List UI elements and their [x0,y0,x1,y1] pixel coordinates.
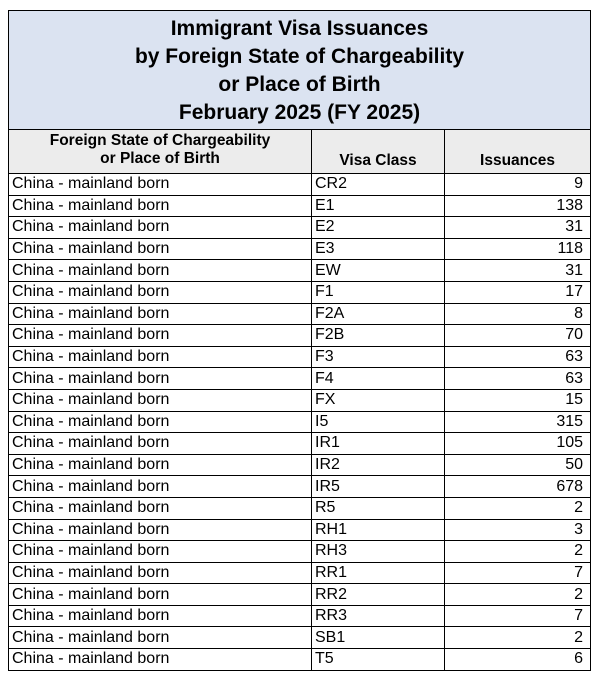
issuances-cell: 315 [445,411,591,433]
table-row [9,346,591,368]
visa-class-cell: F1 [312,281,445,303]
issuances-cell: 63 [445,346,591,368]
visa-class-cell: SB1 [312,627,445,649]
visa-class-cell: EW [312,260,445,282]
table-row [9,541,591,563]
spreadsheet [8,10,590,671]
title-line-2: by Foreign State of Chargeability [134,45,465,68]
issuances-cell: 17 [445,281,591,303]
visa-class-cell: F2A [312,303,445,325]
issuances-cell: 63 [445,368,591,390]
table-row [9,325,591,347]
visa-class-cell: F3 [312,346,445,368]
state-cell: China - mainland born [9,433,312,455]
issuances-cell: 2 [445,497,591,519]
visa-class-cell: RH3 [312,541,445,563]
issuances-cell: 138 [445,195,591,217]
table-row [9,562,591,584]
visa-class-cell: RR2 [312,584,445,606]
state-cell: China - mainland born [9,497,312,519]
table-row [9,433,591,455]
state-cell: China - mainland born [9,519,312,541]
table-row [9,627,591,649]
state-cell: China - mainland born [9,303,312,325]
table-row [9,195,591,217]
state-cell: China - mainland born [9,325,312,347]
title-line-1: Immigrant Visa Issuances [170,17,429,40]
title-line-4: February 2025 (FY 2025) [178,101,421,124]
table-row [9,260,591,282]
visa-class-cell: RR1 [312,562,445,584]
state-cell: China - mainland born [9,541,312,563]
issuances-cell: 6 [445,649,591,671]
issuances-cell: 2 [445,627,591,649]
state-cell: China - mainland born [9,411,312,433]
issuances-cell: 8 [445,303,591,325]
issuances-cell: 7 [445,605,591,627]
issuances-cell: 3 [445,519,591,541]
state-cell: China - mainland born [9,454,312,476]
visa-class-cell: E2 [312,217,445,239]
visa-class-cell: E3 [312,238,445,260]
table-row [9,454,591,476]
issuances-cell: 105 [445,433,591,455]
issuances-cell: 9 [445,174,591,196]
issuances-cell: 31 [445,217,591,239]
table-row [9,281,591,303]
issuances-cell: 678 [445,476,591,498]
visa-class-cell: IR5 [312,476,445,498]
table-row [9,476,591,498]
visa-issuance-table [8,10,591,671]
table-body [9,174,591,671]
table-row [9,497,591,519]
title-header [9,11,591,130]
visa-class-cell: IR1 [312,433,445,455]
state-cell: China - mainland born [9,562,312,584]
table-title [9,11,591,130]
state-cell: China - mainland born [9,260,312,282]
state-cell: China - mainland born [9,584,312,606]
column-header-state-line2: or Place of Birth [100,150,220,167]
visa-class-cell: CR2 [312,174,445,196]
visa-class-cell: FX [312,389,445,411]
issuances-cell: 70 [445,325,591,347]
visa-class-cell: T5 [312,649,445,671]
state-cell: China - mainland born [9,281,312,303]
column-header-issuances: Issuances [445,130,591,174]
issuances-cell: 7 [445,562,591,584]
state-cell: China - mainland born [9,217,312,239]
table-row [9,584,591,606]
visa-class-cell: F2B [312,325,445,347]
state-cell: China - mainland born [9,649,312,671]
state-cell: China - mainland born [9,605,312,627]
column-header-visa-class: Visa Class [312,130,445,174]
state-cell: China - mainland born [9,627,312,649]
state-cell: China - mainland born [9,174,312,196]
issuances-cell: 50 [445,454,591,476]
visa-class-cell: I5 [312,411,445,433]
column-header-state [9,130,312,174]
table-row [9,174,591,196]
column-headers [9,130,591,174]
issuances-cell: 31 [445,260,591,282]
table-row [9,217,591,239]
state-cell: China - mainland born [9,346,312,368]
table-row [9,649,591,671]
state-cell: China - mainland born [9,476,312,498]
visa-class-cell: F4 [312,368,445,390]
table-row [9,368,591,390]
state-cell: China - mainland born [9,195,312,217]
visa-class-cell: R5 [312,497,445,519]
table-row [9,389,591,411]
issuances-cell: 15 [445,389,591,411]
table-row [9,519,591,541]
issuances-cell: 118 [445,238,591,260]
state-cell: China - mainland born [9,238,312,260]
issuances-cell: 2 [445,584,591,606]
title-line-3: or Place of Birth [218,73,381,96]
state-cell: China - mainland born [9,389,312,411]
visa-class-cell: RR3 [312,605,445,627]
visa-class-cell: E1 [312,195,445,217]
issuances-cell: 2 [445,541,591,563]
visa-class-cell: IR2 [312,454,445,476]
state-cell: China - mainland born [9,368,312,390]
table-row [9,605,591,627]
table-row [9,411,591,433]
column-header-state-line1: Foreign State of Chargeability [49,132,271,149]
table-row [9,303,591,325]
visa-class-cell: RH1 [312,519,445,541]
table-row [9,238,591,260]
